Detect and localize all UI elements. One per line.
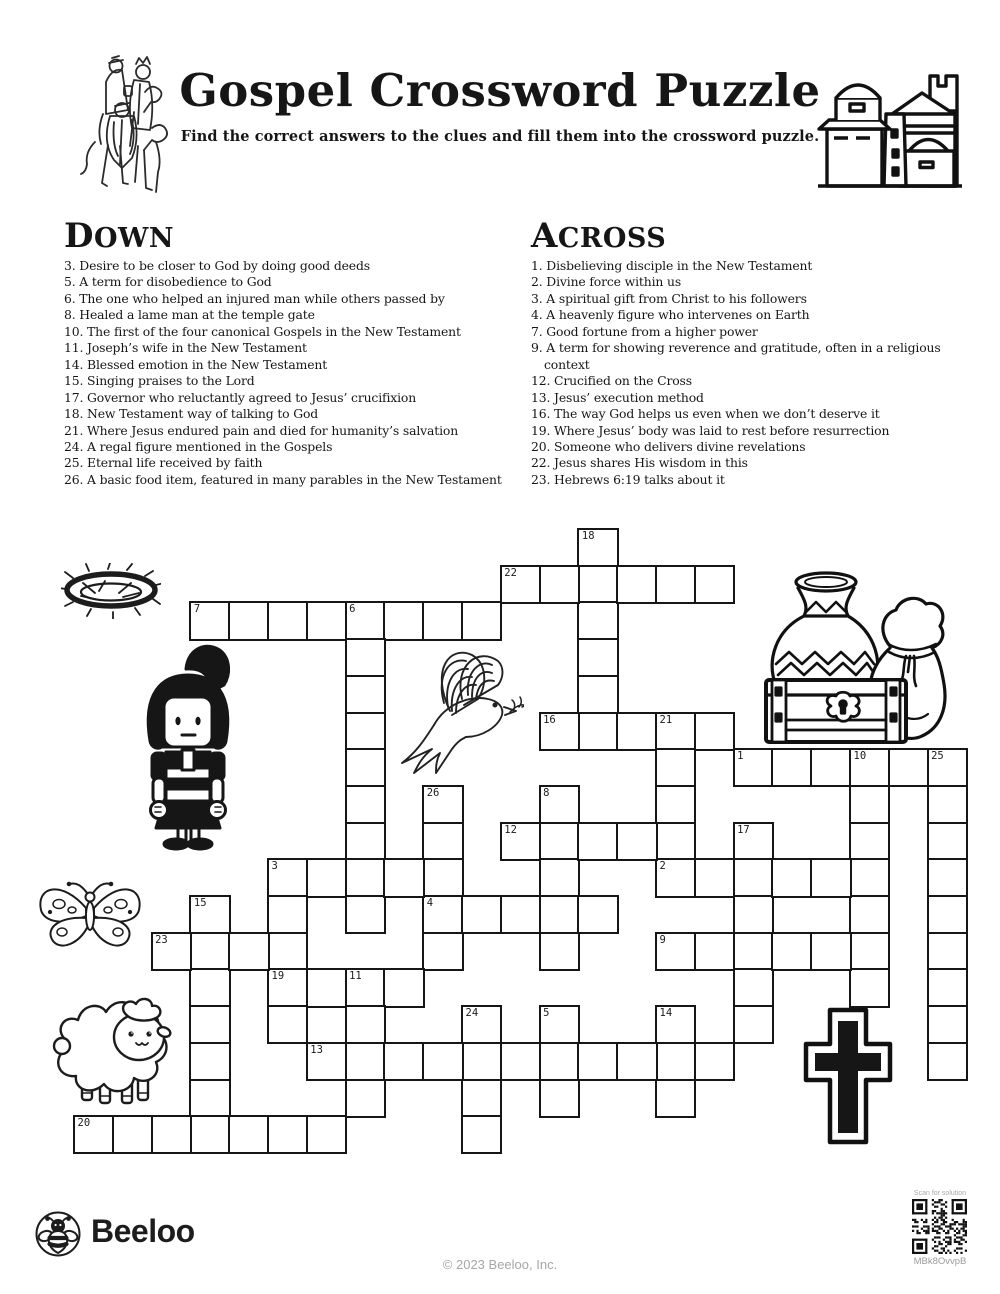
crossword-cell[interactable] <box>345 712 386 751</box>
brand-name: Beeloo <box>91 1213 195 1249</box>
crossword-cell[interactable] <box>655 1005 696 1044</box>
crossword-cell[interactable] <box>771 932 812 971</box>
crossword-cell[interactable] <box>539 822 580 861</box>
dove-icon <box>392 641 524 783</box>
cell-number: 25 <box>931 750 944 763</box>
crossword-cell[interactable] <box>500 895 541 934</box>
clue-item: 4. A heavenly figure who intervenes on Earth <box>531 307 810 323</box>
page-title: Gospel Crossword Puzzle <box>179 64 821 117</box>
crossword-cell[interactable] <box>927 1005 968 1044</box>
crossword-cell[interactable] <box>189 1005 230 1044</box>
crossword-cell[interactable] <box>345 1005 386 1044</box>
clue-item: 21. Where Jesus endured pain and died for humanity’s salvation <box>64 422 459 438</box>
crossword-cell[interactable] <box>422 601 463 640</box>
beeloo-logo-icon <box>34 1210 82 1258</box>
clue-item: 19. Where Jesus’ body was laid to rest before resurrection <box>531 422 890 438</box>
crossword-cell[interactable] <box>539 1042 580 1081</box>
crossword-cell[interactable] <box>306 968 347 1007</box>
crossword-cell[interactable] <box>655 1079 696 1118</box>
qr-code-text: MBk8OvvpB <box>913 1256 967 1267</box>
crossword-cell[interactable] <box>927 822 968 861</box>
crossword-cell[interactable] <box>345 601 386 640</box>
crossword-cell[interactable] <box>927 932 968 971</box>
clue-item: 2. Divine force within us <box>531 274 682 290</box>
crossword-cell[interactable] <box>849 968 890 1007</box>
clue-item: 3. A spiritual gift from Christ to his followers <box>531 290 807 306</box>
clue-item: 17. Governor who reluctantly agreed to Jesus’ crucifixion <box>64 389 417 405</box>
crossword-cell[interactable] <box>422 858 463 897</box>
three-wise-men-icon <box>48 50 178 197</box>
crossword-cell[interactable] <box>228 1115 269 1154</box>
crossword-cell[interactable] <box>539 565 580 604</box>
crossword-cell[interactable] <box>422 895 463 934</box>
crossword-cell[interactable] <box>112 1115 153 1154</box>
crossword-cell[interactable] <box>267 1115 308 1154</box>
crossword-cell[interactable] <box>733 895 774 934</box>
crossword-cell[interactable] <box>577 712 618 751</box>
crossword-cell[interactable] <box>888 748 929 787</box>
clue-item: 5. A term for disobedience to God <box>64 274 272 290</box>
crossword-cell[interactable] <box>500 822 541 861</box>
butterfly-icon <box>32 864 149 954</box>
clue-item: 20. Someone who delivers divine revelations <box>531 438 806 454</box>
crossword-cell[interactable] <box>616 712 657 751</box>
crossword-cell[interactable] <box>616 822 657 861</box>
sheep-icon <box>36 980 184 1108</box>
crossword-cell[interactable] <box>849 895 890 934</box>
crossword-cell[interactable] <box>927 748 968 787</box>
crossword-cell[interactable] <box>345 822 386 861</box>
crossword-cell[interactable] <box>655 712 696 751</box>
crossword-cell[interactable] <box>539 1079 580 1118</box>
crossword-cell[interactable] <box>655 1042 696 1081</box>
crossword-cell[interactable] <box>849 785 890 824</box>
crossword-cell[interactable] <box>383 1042 424 1081</box>
down-heading: DOWN <box>64 216 175 256</box>
crossword-cell[interactable] <box>500 565 541 604</box>
crossword-cell[interactable] <box>461 1005 502 1044</box>
clue-item: 12. Crucified on the Cross <box>531 373 692 389</box>
cell-number: 14 <box>659 1007 673 1020</box>
clue-item: 1. Disbelieving disciple in the New Testament <box>531 258 813 273</box>
crossword-cell[interactable] <box>345 638 386 677</box>
crossword-cell[interactable] <box>539 1005 580 1044</box>
crossword-cell[interactable] <box>694 712 735 751</box>
clue-item: 25. Eternal life received by faith <box>64 455 263 471</box>
down-clues-section <box>64 216 526 488</box>
crossword-cell[interactable] <box>577 565 618 604</box>
clue-item: 22. Jesus shares His wisdom in this <box>531 455 748 471</box>
crossword-cell[interactable] <box>539 785 580 824</box>
crossword-cell[interactable] <box>461 1115 502 1154</box>
crossword-cell[interactable] <box>577 895 618 934</box>
crossword-cell[interactable] <box>306 858 347 897</box>
crossword-cell[interactable] <box>345 785 386 824</box>
crossword-cell[interactable] <box>267 601 308 640</box>
crossword-cell[interactable] <box>306 1115 347 1154</box>
crossword-cell[interactable] <box>189 968 230 1007</box>
crossword-cell[interactable] <box>306 601 347 640</box>
crossword-cell[interactable] <box>577 528 618 567</box>
cell-number: 8 <box>543 786 550 799</box>
crossword-cell[interactable] <box>655 565 696 604</box>
crossword-cell[interactable] <box>539 858 580 897</box>
crossword-cell[interactable] <box>733 748 774 787</box>
crossword-cell[interactable] <box>810 748 851 787</box>
crossword-cell[interactable] <box>267 932 308 971</box>
clue-item: 24. A regal figure mentioned in the Gospels <box>64 438 333 454</box>
crossword-cell[interactable] <box>539 712 580 751</box>
crossword-cell[interactable] <box>189 932 230 971</box>
crossword-cell[interactable] <box>733 932 774 971</box>
crossword-cell[interactable] <box>345 675 386 714</box>
crossword-cell[interactable] <box>306 1042 347 1081</box>
header <box>160 66 840 145</box>
crossword-cell[interactable] <box>189 895 230 934</box>
cell-number: 20 <box>77 1117 91 1130</box>
crossword-cell[interactable] <box>849 748 890 787</box>
crossword-cell[interactable] <box>461 1079 502 1118</box>
crossword-cell[interactable] <box>616 565 657 604</box>
crossword-cell[interactable] <box>151 932 192 971</box>
crossword-cell[interactable] <box>927 895 968 934</box>
crossword-cell[interactable] <box>810 858 851 897</box>
cell-number: 18 <box>581 530 595 542</box>
across-clue-list <box>531 258 978 488</box>
cell-number: 1 <box>737 750 744 763</box>
crossword-cell[interactable] <box>655 858 696 897</box>
crossword-cell[interactable] <box>422 1042 463 1081</box>
crossword-cell[interactable] <box>345 1079 386 1118</box>
crossword-cell[interactable] <box>849 858 890 897</box>
crossword-cell[interactable] <box>383 601 424 640</box>
cell-number: 15 <box>193 897 207 909</box>
cell-number: 9 <box>659 933 666 946</box>
crossword-cell[interactable] <box>267 1005 308 1044</box>
across-heading: ACROSS <box>531 216 667 256</box>
crossword-cell[interactable] <box>228 932 269 971</box>
clue-item: 26. A basic food item, featured in many parables in the New Testament <box>64 471 502 487</box>
crossword-cell[interactable] <box>927 968 968 1007</box>
cell-number: 17 <box>737 823 750 836</box>
crossword-cell[interactable] <box>927 785 968 824</box>
crossword-cell[interactable] <box>810 932 851 971</box>
crossword-cell[interactable] <box>655 822 696 861</box>
crossword-cell[interactable] <box>577 675 618 714</box>
crossword-cell[interactable] <box>733 822 774 861</box>
crossword-cell[interactable] <box>771 858 812 897</box>
crossword-cell[interactable] <box>422 785 463 824</box>
crossword-cell[interactable] <box>461 895 502 934</box>
cell-number: 11 <box>349 970 362 983</box>
crossword-cell[interactable] <box>655 748 696 787</box>
crossword-cell[interactable] <box>422 822 463 861</box>
clue-item: 6. The one who helped an injured man while others passed by <box>64 290 445 306</box>
cell-number: 2 <box>659 860 666 873</box>
cell-number: 6 <box>349 603 356 616</box>
crossword-cell[interactable] <box>267 968 308 1007</box>
clue-item: 8. Healed a lame man at the temple gate <box>64 307 315 323</box>
copyright-text: © 2023 Beeloo, Inc. <box>442 1257 558 1272</box>
cell-number: 3 <box>271 860 278 873</box>
crossword-cell[interactable] <box>927 1042 968 1081</box>
crossword-cell[interactable] <box>189 1115 230 1154</box>
cell-number: 10 <box>853 750 867 763</box>
crossword-cell[interactable] <box>189 1042 230 1081</box>
crossword-cell[interactable] <box>73 1115 114 1154</box>
crossword-cell[interactable] <box>345 858 386 897</box>
clue-item: 7. Good fortune from a higher power <box>531 323 758 339</box>
crossword-cell[interactable] <box>461 1042 502 1081</box>
crossword-cell[interactable] <box>461 601 502 640</box>
crossword-cell[interactable] <box>733 968 774 1007</box>
crossword-cell[interactable] <box>927 858 968 897</box>
crossword-cell[interactable] <box>655 785 696 824</box>
crossword-cell[interactable] <box>577 822 618 861</box>
crossword-cell[interactable] <box>694 565 735 604</box>
crossword-cell[interactable] <box>539 895 580 934</box>
crown-of-thorns-icon <box>61 563 161 619</box>
crossword-cell[interactable] <box>383 968 424 1007</box>
clue-item: 3. Desire to be closer to God by doing good deeds <box>64 258 370 273</box>
crossword-cell[interactable] <box>228 601 269 640</box>
cell-number: 22 <box>504 566 517 579</box>
down-clue-list <box>64 258 526 488</box>
crossword-cell[interactable] <box>849 932 890 971</box>
cell-number: 5 <box>543 1007 550 1020</box>
clue-item: 14. Blessed emotion in the New Testament <box>64 356 328 372</box>
cell-number: 23 <box>155 933 168 946</box>
crossword-cell[interactable] <box>577 1042 618 1081</box>
crossword-cell[interactable] <box>151 1115 192 1154</box>
cell-number: 26 <box>426 786 440 799</box>
cell-number: 24 <box>465 1007 479 1020</box>
cell-number: 21 <box>659 713 673 726</box>
roman-soldier-icon <box>132 641 244 851</box>
qr-caption: Scan for solution <box>913 1190 967 1197</box>
clue-item: 18. New Testament way of talking to God <box>64 406 319 422</box>
crossword-cell[interactable] <box>500 1042 541 1081</box>
cell-number: 13 <box>310 1043 323 1056</box>
crossword-cell[interactable] <box>577 601 618 640</box>
cross-icon <box>802 1006 894 1146</box>
crossword-cell[interactable] <box>383 858 424 897</box>
crossword-cell[interactable] <box>771 748 812 787</box>
clue-item: 15. Singing praises to the Lord <box>64 373 255 389</box>
clue-item: 13. Jesus’ execution method <box>531 389 704 405</box>
crossword-cell[interactable] <box>616 1042 657 1081</box>
crossword-cell[interactable] <box>189 601 230 640</box>
cell-number: 16 <box>543 713 556 726</box>
crossword-cell[interactable] <box>733 1005 774 1044</box>
crossword-cell[interactable] <box>539 932 580 971</box>
crossword-cell[interactable] <box>422 932 463 971</box>
clue-item: 16. The way God helps us even when we don’t deserve it <box>531 406 880 422</box>
cell-number: 19 <box>271 970 285 983</box>
page-subtitle: Find the correct answers to the clues and fill them into the crossword puzzle. <box>180 127 820 145</box>
bethlehem-city-icon <box>814 66 966 194</box>
qr-code <box>912 1199 967 1254</box>
crossword-cell[interactable] <box>189 1079 230 1118</box>
crossword-cell[interactable] <box>267 858 308 897</box>
cell-number: 12 <box>504 823 517 836</box>
crossword-cell[interactable] <box>694 932 735 971</box>
crossword-cell[interactable] <box>345 895 386 934</box>
crossword-cell[interactable] <box>345 748 386 787</box>
crossword-cell[interactable] <box>345 968 386 1007</box>
crossword-cell[interactable] <box>577 638 618 677</box>
clue-item: 23. Hebrews 6:19 talks about it <box>531 471 725 487</box>
across-clues-section <box>531 216 978 488</box>
cell-number: 7 <box>193 603 201 616</box>
clue-item: 11. Joseph’s wife in the New Testament <box>64 340 307 356</box>
crossword-cell[interactable] <box>849 822 890 861</box>
treasure-icon <box>748 568 948 748</box>
crossword-cell[interactable] <box>655 932 696 971</box>
crossword-cell[interactable] <box>345 1042 386 1081</box>
cell-number: 4 <box>426 897 434 909</box>
clue-item: 10. The first of the four canonical Gospels in the New Testament <box>64 323 461 339</box>
crossword-cell[interactable] <box>694 1042 735 1081</box>
clue-item: 9. A term for showing reverence and gratitude, often in a religious context <box>531 340 941 372</box>
crossword-cell[interactable] <box>733 858 774 897</box>
crossword-cell[interactable] <box>267 895 308 934</box>
crossword-cell[interactable] <box>694 858 735 897</box>
